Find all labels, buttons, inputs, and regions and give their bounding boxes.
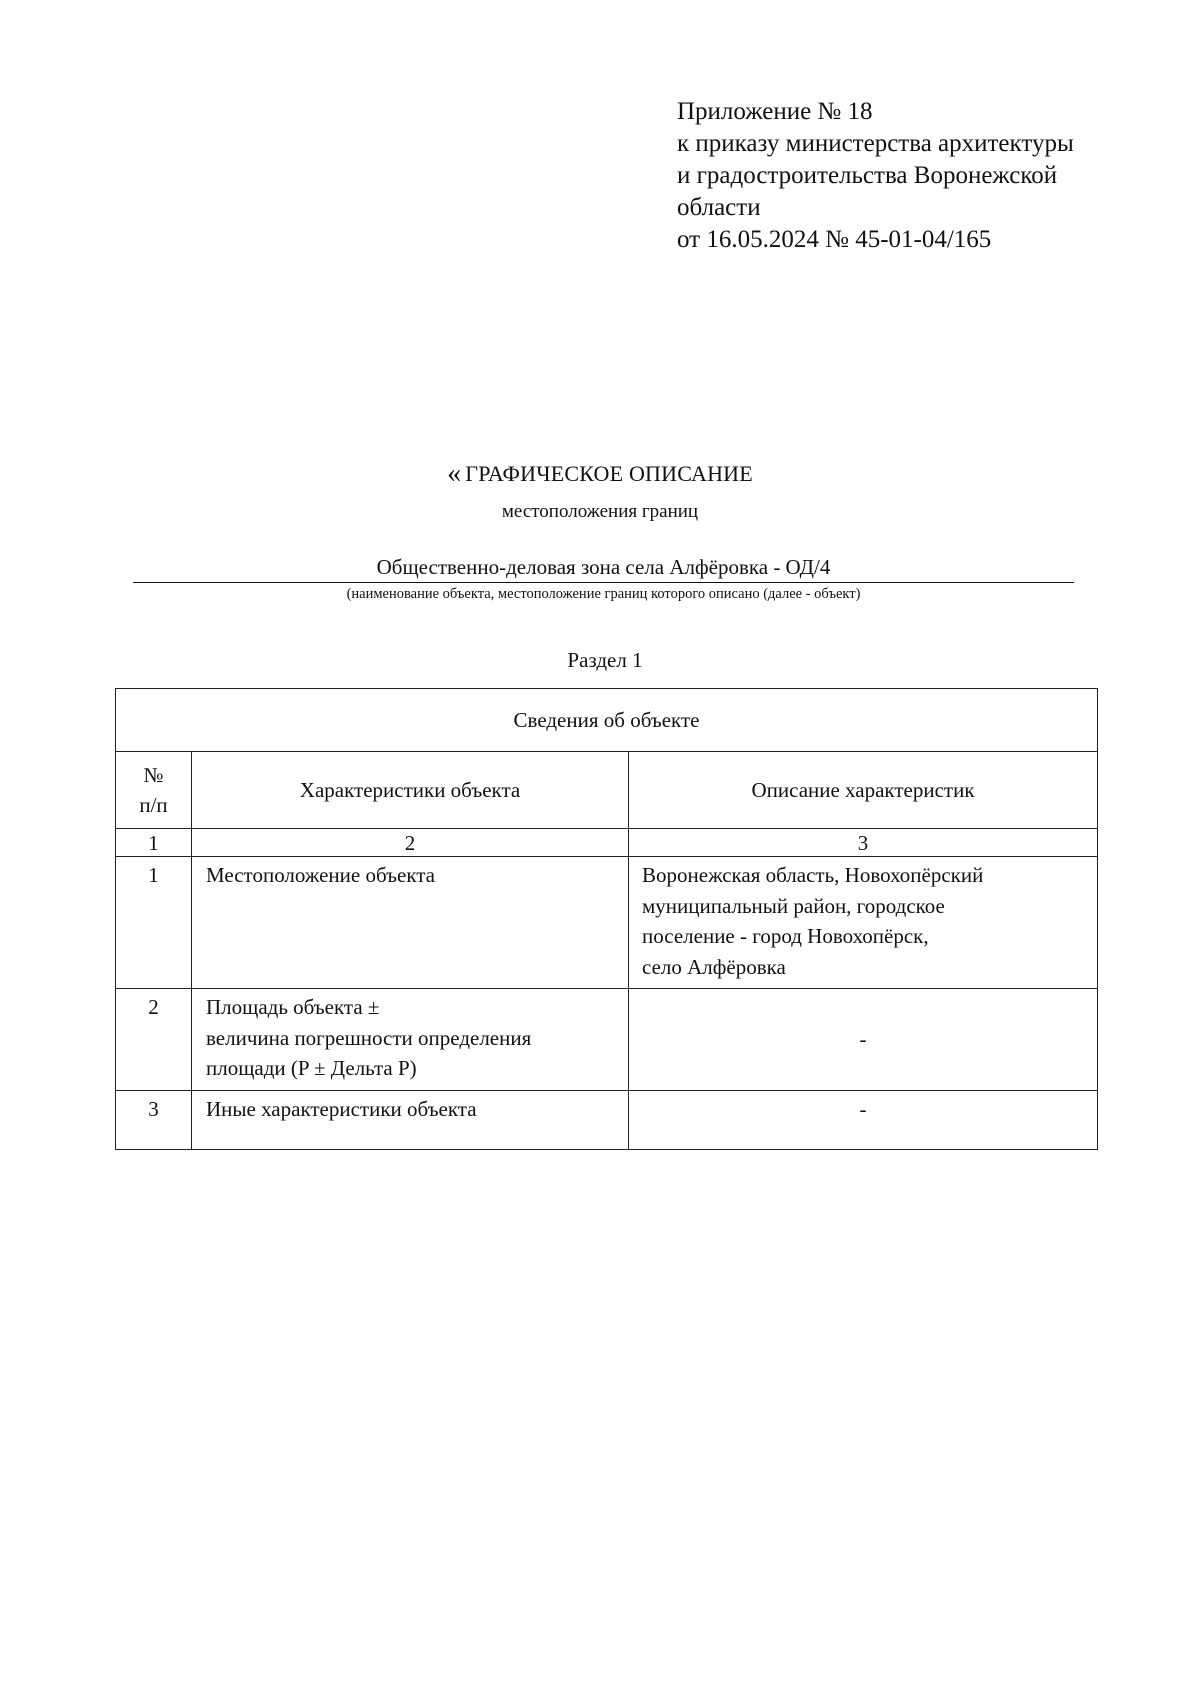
header-characteristics: Характеристики объекта (192, 752, 629, 829)
document-subtitle: местоположения границ (501, 501, 699, 522)
section-label: Раздел 1 (567, 648, 643, 672)
appendix-line: Приложение № 18 (677, 98, 873, 125)
characteristic-line: Местоположение объекта (206, 863, 436, 887)
appendix-line: к приказу министерства архитектуры (677, 130, 1074, 157)
description-line: - (859, 1097, 867, 1121)
description-line: муниципальный район, городское (642, 893, 945, 918)
object-name-caption: (наименование объекта, местоположение границ которого описано (далее - объект) (346, 586, 861, 602)
title-text: ГРАФИЧЕСКОЕ ОПИСАНИЕ (465, 461, 753, 486)
row-description (629, 1091, 1098, 1150)
header-description: Описание характеристик (629, 752, 1098, 829)
row-characteristic (192, 989, 629, 1091)
appendix-block (677, 96, 1074, 256)
description-line: село Алфёровка (642, 954, 786, 979)
column-number: 2 (192, 829, 629, 857)
table-row (116, 857, 1098, 989)
characteristic-line: Иные характеристики объекта (206, 1097, 477, 1121)
document-title (0, 458, 1200, 490)
row-number: 3 (116, 1091, 192, 1150)
description-line: поселение - город Новохопёрск, (642, 924, 929, 948)
table-caption: Сведения об объекте (116, 689, 1098, 752)
object-info-table (115, 688, 1098, 1150)
table-row (116, 1091, 1098, 1150)
characteristic-line: Площадь объекта ± (206, 995, 380, 1019)
row-characteristic (192, 857, 629, 989)
row-description (629, 857, 1098, 989)
column-number: 1 (116, 829, 192, 857)
object-name: Общественно-деловая зона села Алфёровка - ОД/4 (133, 552, 1074, 583)
appendix-line: области (677, 194, 761, 221)
characteristic-line: площади (P ± Дельта P) (206, 1056, 417, 1080)
row-number: 1 (116, 857, 192, 989)
header-number (116, 752, 192, 829)
description-line: - (859, 1027, 867, 1052)
appendix-line: и градостроительства Воронежской (677, 162, 1058, 189)
title-quote-mark: « (447, 458, 462, 489)
row-characteristic (192, 1091, 629, 1150)
row-number: 2 (116, 989, 192, 1091)
table-row (116, 989, 1098, 1091)
header-number-abbr: п/п (139, 793, 168, 817)
column-number: 3 (629, 829, 1098, 857)
column-number-row (116, 829, 1098, 857)
header-number-symbol: № (143, 762, 164, 787)
characteristic-line: величина погрешности определения (206, 1025, 532, 1050)
row-description (629, 989, 1098, 1091)
description-line: Воронежская область, Новохопёрский (642, 863, 984, 887)
appendix-line: от 16.05.2024 № 45-01-04/165 (677, 226, 992, 253)
